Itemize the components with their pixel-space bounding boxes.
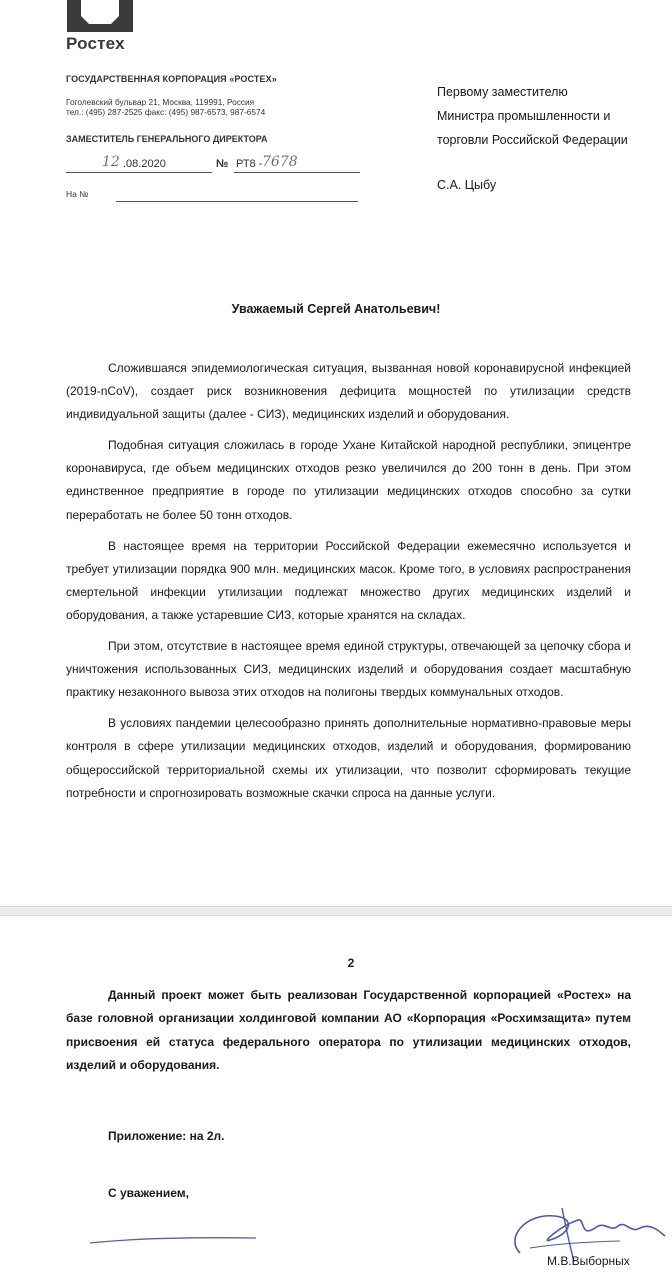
page-number: 2 <box>347 956 355 970</box>
closing-phrase: С уважением, <box>108 1186 189 1200</box>
number-handwritten: 7678 <box>262 154 298 170</box>
registration-row <box>66 154 366 176</box>
recipient-line: Первому заместителю <box>437 85 568 99</box>
signer-name: М.В.Выборных <box>547 1254 630 1268</box>
body-paragraph: Подобная ситуация сложилась в городе Ухане Китайской народной республики, эпицентре коронавируса, где объем медицинских отходов резко увеличился до 200 тонн в день. При этом единственное предприятие в городе по утилизации медицинских отходов способно за сутки переработать не более 50 тонн отходов. <box>66 438 631 522</box>
sender-address: Гоголевский бульвар 21, Москва, 119991, Россия <box>66 97 255 107</box>
date-underline <box>66 172 212 173</box>
sender-position: ЗАМЕСТИТЕЛЬ ГЕНЕРАЛЬНОГО ДИРЕКТОРА <box>66 134 268 144</box>
salutation: Уважаемый Сергей Анатольевич! <box>231 302 441 316</box>
letter-body <box>66 357 631 813</box>
body-paragraph: Сложившаяся эпидемиологическая ситуация, вызванная новой коронавирусной инфекцией (2019-nCoV), создает риск возникновения дефицита мощностей по утилизации средств индивидуальной защиты (далее - СИЗ), медицинских изделий и оборудования. <box>66 361 631 422</box>
page-separator <box>0 906 672 916</box>
reply-underline <box>116 201 358 202</box>
recipient-line: торговли Российской Федерации <box>437 133 628 147</box>
body-paragraph: Данный проект может быть реализован Государственной корпорацией «Ростех» на базе головной организации холдинговой компании АО «Корпорация «Росхимзащита» путем присвоения ей статуса федерального оператора по утилизации медицинских отходов, изделий и оборудования. <box>66 988 631 1072</box>
body-paragraph: При этом, отсутствие в настоящее время единой структуры, отвечающей за цепочку сбора и уничтожения использованных СИЗ, медицинских изделий и оборудования создает масштабную практику незаконного вывоза этих отходов на полигоны твердых коммунальных отходов. <box>66 639 631 700</box>
reply-label: На № <box>66 189 89 199</box>
letter-page-2 <box>0 916 672 1280</box>
page2-body <box>66 984 631 1077</box>
sender-phones: тел.: (495) 287-2525 факс: (495) 987-6573, 987-6574 <box>66 107 266 117</box>
recipient-line: Министра промышленности и <box>437 109 611 123</box>
body-paragraph: В условиях пандемии целесообразно принять дополнительные нормативно-правовые меры контроля в сфере утилизации медицинских отходов, изделий и оборудования, формированию общероссийской территориальной схемы их утилизации, что позволит сформировать текущие потребности и спрогнозировать возможные скачки спроса на данные услуги. <box>66 716 631 800</box>
signature-stroke-left <box>88 1234 258 1246</box>
date-printed: .08.2020 <box>123 158 166 170</box>
number-label: № <box>216 158 229 170</box>
number-prefix: РТ8 - <box>236 158 263 170</box>
date-handwritten: 12 <box>102 154 120 170</box>
attachment-note: Приложение: на 2л. <box>108 1129 225 1143</box>
recipient-block <box>437 80 667 152</box>
logo-wordmark: Ростех <box>66 34 125 53</box>
number-underline <box>234 172 360 173</box>
recipient-name: С.А. Цыбу <box>437 178 497 192</box>
rostec-logo-icon <box>67 0 133 32</box>
sender-organization: ГОСУДАРСТВЕННАЯ КОРПОРАЦИЯ «РОСТЕХ» <box>66 74 277 84</box>
body-paragraph: В настоящее время на территории Российской Федерации ежемесячно используется и требует утилизации порядка 900 млн. медицинских масок. Кроме того, в условиях распространения смертельной инфекции утилизации подлежат множество других медицинских изделий и оборудования, а также устаревшие СИЗ, которые хранятся на складах. <box>66 538 631 622</box>
